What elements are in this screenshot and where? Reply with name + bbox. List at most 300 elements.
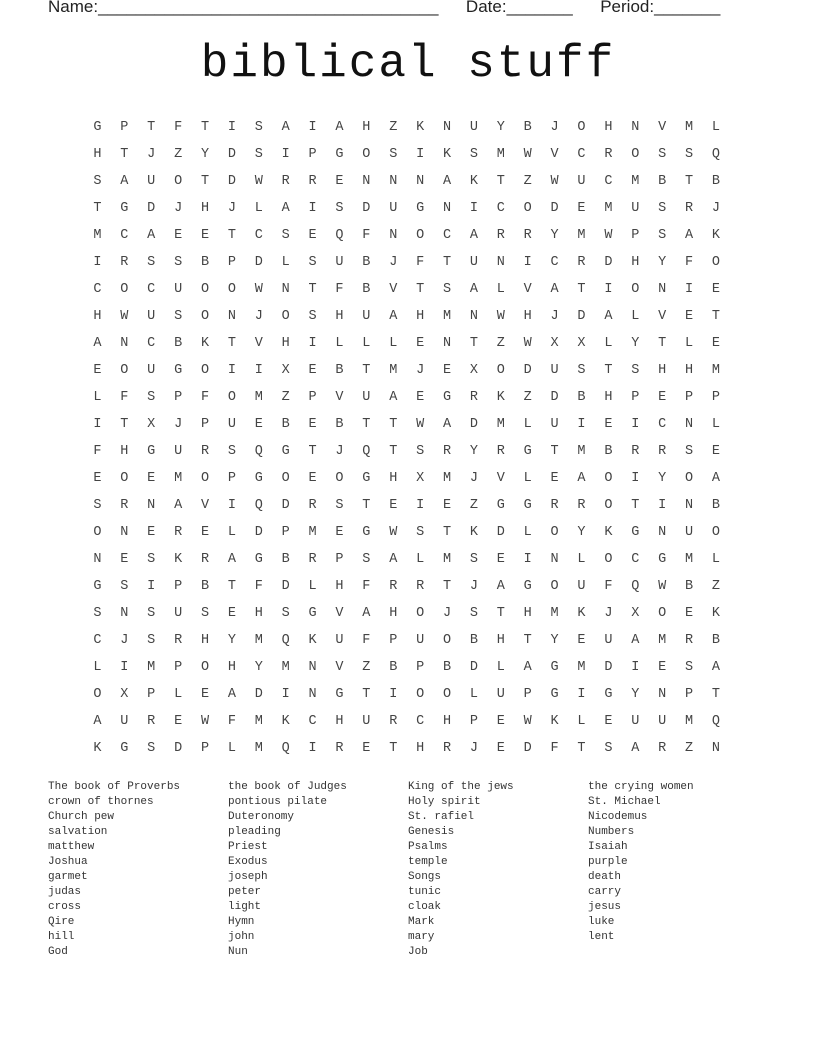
- grid-row: [84, 654, 734, 681]
- grid-letter: O: [362, 147, 371, 162]
- grid-letter: H: [362, 120, 371, 135]
- grid-letter: D: [577, 309, 586, 324]
- grid-letter: C: [577, 147, 586, 162]
- grid-letter: O: [684, 471, 694, 486]
- grid-letter: D: [604, 255, 613, 270]
- grid-letter: O: [227, 282, 236, 297]
- name-line: ____________________________________: [98, 0, 439, 16]
- grid-letter: O: [442, 633, 452, 648]
- word-item: God: [48, 946, 68, 958]
- grid-letter: W: [254, 174, 263, 189]
- grid-letter: T: [550, 444, 559, 459]
- grid-letter: R: [389, 579, 398, 594]
- word-item: cross: [48, 901, 82, 913]
- grid-letter: U: [174, 606, 183, 621]
- grid-letter: S: [174, 309, 183, 324]
- grid-letter: S: [254, 120, 263, 135]
- grid-letter: I: [308, 120, 317, 135]
- grid-letter: I: [523, 255, 532, 270]
- grid-letter: E: [711, 336, 720, 351]
- grid-letter: L: [496, 282, 505, 297]
- grid-letter: N: [120, 336, 129, 351]
- grid-letter: K: [93, 741, 102, 756]
- grid-letter: J: [335, 444, 344, 459]
- grid-letter: P: [335, 552, 344, 567]
- grid-letter: K: [550, 714, 559, 729]
- grid-letter: D: [281, 579, 290, 594]
- grid-letter: B: [281, 552, 290, 567]
- grid-letter: E: [308, 228, 317, 243]
- grid-letter: T: [496, 174, 505, 189]
- word-item: john: [228, 931, 255, 943]
- grid-letter: J: [604, 606, 613, 621]
- grid-letter: U: [416, 633, 425, 648]
- grid-letter: T: [227, 228, 236, 243]
- grid-letter: X: [147, 417, 156, 432]
- grid-letter: M: [711, 363, 720, 378]
- grid-letter: O: [550, 579, 559, 594]
- word-item: light: [228, 901, 262, 913]
- grid-letter: B: [389, 660, 398, 675]
- grid-letter: K: [711, 228, 720, 243]
- grid-letter: E: [658, 390, 667, 405]
- grid-letter: R: [469, 390, 478, 405]
- grid-letter: G: [658, 552, 667, 567]
- grid-letter: A: [362, 606, 371, 621]
- grid-letter: H: [389, 471, 398, 486]
- grid-letter: E: [496, 741, 505, 756]
- grid-letter: F: [362, 633, 371, 648]
- grid-letter: G: [147, 444, 156, 459]
- grid-letter: W: [523, 147, 532, 162]
- grid-letter: U: [631, 201, 640, 216]
- grid-letter: E: [93, 471, 102, 486]
- grid-letter: T: [147, 120, 156, 135]
- grid-letter: O: [120, 363, 129, 378]
- grid-letter: F: [200, 390, 210, 405]
- grid-letter: O: [200, 660, 210, 675]
- grid-letter: U: [174, 282, 183, 297]
- grid-letter: D: [147, 201, 156, 216]
- grid-row: [84, 222, 734, 249]
- grid-letter: S: [469, 606, 478, 621]
- word-item: Job: [408, 946, 428, 958]
- grid-letter: E: [335, 174, 344, 189]
- grid-letter: U: [604, 633, 613, 648]
- grid-letter: C: [631, 552, 640, 567]
- grid-letter: S: [93, 606, 102, 621]
- grid-letter: A: [389, 552, 398, 567]
- grid-letter: H: [389, 606, 398, 621]
- grid-letter: W: [389, 525, 398, 540]
- grid-letter: R: [550, 498, 559, 513]
- grid-letter: H: [442, 714, 452, 729]
- grid-letter: U: [684, 525, 694, 540]
- grid-letter: H: [523, 309, 532, 324]
- grid-letter: R: [577, 498, 586, 513]
- grid-letter: E: [227, 606, 236, 621]
- grid-letter: C: [604, 174, 613, 189]
- grid-letter: Z: [711, 579, 720, 594]
- grid-row: [84, 465, 734, 492]
- header-fields: [48, 0, 720, 17]
- grid-letter: N: [442, 120, 452, 135]
- grid-letter: R: [496, 228, 505, 243]
- grid-letter: W: [523, 336, 532, 351]
- grid-letter: G: [174, 363, 183, 378]
- grid-letter: S: [227, 444, 236, 459]
- grid-letter: I: [577, 687, 586, 702]
- grid-letter: P: [631, 228, 640, 243]
- grid-letter: C: [254, 228, 263, 243]
- grid-letter: I: [308, 741, 317, 756]
- grid-letter: R: [174, 525, 183, 540]
- grid-letter: Y: [200, 147, 210, 162]
- grid-letter: P: [416, 660, 425, 675]
- grid-letter: H: [335, 579, 344, 594]
- grid-letter: H: [254, 606, 263, 621]
- grid-letter: F: [604, 579, 613, 594]
- grid-letter: J: [416, 363, 425, 378]
- grid-letter: A: [93, 714, 102, 729]
- grid-letter: M: [254, 741, 263, 756]
- grid-letter: L: [254, 201, 263, 216]
- grid-letter: W: [604, 228, 613, 243]
- grid-letter: L: [496, 660, 505, 675]
- grid-letter: B: [362, 255, 371, 270]
- grid-row: [84, 276, 734, 303]
- grid-letter: I: [93, 417, 102, 432]
- word-item: the crying women: [588, 781, 694, 793]
- grid-letter: E: [550, 471, 559, 486]
- grid-letter: S: [362, 552, 371, 567]
- word-item: Holy spirit: [408, 796, 481, 808]
- grid-letter: S: [147, 255, 156, 270]
- grid-letter: E: [442, 498, 452, 513]
- grid-letter: M: [254, 633, 263, 648]
- word-item: death: [588, 871, 622, 883]
- grid-letter: O: [120, 471, 129, 486]
- grid-row: [84, 141, 734, 168]
- grid-letter: U: [362, 714, 371, 729]
- grid-letter: I: [93, 255, 102, 270]
- grid-letter: M: [577, 228, 586, 243]
- grid-letter: U: [362, 309, 371, 324]
- grid-letter: O: [200, 363, 210, 378]
- grid-letter: Z: [281, 390, 290, 405]
- grid-letter: M: [684, 120, 694, 135]
- grid-letter: W: [523, 714, 532, 729]
- word-item: Joshua: [48, 856, 88, 868]
- grid-letter: P: [469, 714, 478, 729]
- grid-letter: A: [523, 660, 532, 675]
- grid-letter: G: [362, 471, 371, 486]
- grid-row: [84, 708, 734, 735]
- grid-row: [84, 168, 734, 195]
- grid-letter: M: [174, 471, 183, 486]
- grid-letter: P: [200, 417, 210, 432]
- grid-letter: S: [658, 147, 667, 162]
- grid-letter: Q: [254, 498, 263, 513]
- grid-letter: Y: [631, 336, 640, 351]
- name-label: Name:: [48, 0, 99, 16]
- grid-letter: E: [93, 363, 102, 378]
- word-item: Isaiah: [588, 841, 628, 853]
- grid-letter: V: [658, 309, 667, 324]
- grid-row: [84, 600, 734, 627]
- grid-letter: G: [254, 471, 263, 486]
- grid-letter: F: [362, 228, 371, 243]
- grid-letter: G: [416, 201, 425, 216]
- word-item: Hymn: [228, 916, 255, 928]
- word-item: luke: [588, 916, 615, 928]
- grid-letter: N: [658, 687, 667, 702]
- grid-letter: G: [550, 660, 559, 675]
- grid-letter: L: [335, 336, 344, 351]
- grid-letter: F: [416, 255, 425, 270]
- word-item: purple: [588, 856, 628, 868]
- grid-letter: K: [200, 336, 210, 351]
- grid-letter: R: [523, 228, 532, 243]
- grid-letter: O: [416, 606, 425, 621]
- grid-letter: B: [469, 633, 478, 648]
- grid-letter: B: [711, 174, 720, 189]
- grid-letter: B: [200, 579, 210, 594]
- grid-letter: B: [658, 174, 667, 189]
- grid-letter: M: [442, 309, 452, 324]
- grid-letter: A: [389, 309, 398, 324]
- grid-letter: Y: [658, 255, 667, 270]
- grid-letter: A: [281, 120, 290, 135]
- grid-letter: S: [308, 255, 317, 270]
- grid-letter: K: [281, 714, 290, 729]
- grid-letter: U: [174, 444, 183, 459]
- grid-letter: H: [281, 336, 290, 351]
- grid-letter: W: [200, 714, 210, 729]
- grid-letter: Y: [496, 120, 505, 135]
- grid-letter: E: [147, 471, 156, 486]
- grid-letter: G: [523, 498, 532, 513]
- word-item: The book of Proverbs: [48, 781, 181, 793]
- grid-letter: X: [550, 336, 559, 351]
- grid-letter: K: [577, 606, 586, 621]
- grid-letter: R: [684, 201, 694, 216]
- grid-letter: G: [631, 525, 640, 540]
- grid-letter: W: [120, 309, 129, 324]
- word-item: judas: [48, 886, 82, 898]
- grid-letter: N: [658, 525, 667, 540]
- grid-letter: I: [631, 471, 640, 486]
- grid-letter: S: [335, 201, 344, 216]
- grid-letter: S: [281, 606, 290, 621]
- grid-row: [84, 357, 734, 384]
- grid-letter: D: [469, 660, 478, 675]
- grid-letter: Q: [281, 741, 290, 756]
- grid-row: [84, 573, 734, 600]
- grid-letter: P: [684, 687, 694, 702]
- grid-letter: M: [577, 444, 586, 459]
- grid-letter: N: [120, 525, 129, 540]
- grid-row: [84, 438, 734, 465]
- grid-letter: C: [93, 633, 102, 648]
- word-column: [48, 780, 228, 960]
- grid-letter: T: [389, 444, 398, 459]
- grid-letter: C: [93, 282, 102, 297]
- grid-letter: Z: [496, 336, 505, 351]
- word-item: carry: [588, 886, 622, 898]
- grid-letter: H: [416, 309, 425, 324]
- grid-letter: I: [416, 147, 425, 162]
- grid-letter: K: [416, 120, 425, 135]
- grid-letter: R: [684, 633, 694, 648]
- grid-letter: F: [684, 255, 694, 270]
- grid-letter: O: [281, 471, 290, 486]
- grid-letter: V: [335, 660, 344, 675]
- grid-letter: G: [335, 147, 344, 162]
- grid-letter: S: [577, 363, 586, 378]
- grid-letter: Y: [227, 633, 236, 648]
- grid-row: [84, 249, 734, 276]
- grid-letter: N: [362, 174, 371, 189]
- grid-row: [84, 681, 734, 708]
- grid-letter: P: [308, 147, 317, 162]
- grid-letter: B: [335, 417, 344, 432]
- grid-letter: B: [577, 390, 586, 405]
- grid-letter: A: [604, 309, 613, 324]
- grid-letter: G: [604, 687, 613, 702]
- grid-letter: I: [227, 363, 236, 378]
- grid-letter: B: [442, 660, 452, 675]
- grid-letter: T: [577, 741, 586, 756]
- grid-letter: E: [200, 687, 210, 702]
- grid-letter: N: [442, 201, 452, 216]
- word-list: [48, 780, 768, 960]
- grid-letter: U: [550, 363, 559, 378]
- grid-letter: R: [147, 714, 156, 729]
- grid-letter: A: [711, 471, 720, 486]
- grid-letter: U: [147, 309, 156, 324]
- grid-letter: O: [200, 309, 210, 324]
- grid-letter: L: [631, 309, 640, 324]
- grid-letter: E: [254, 417, 263, 432]
- grid-letter: I: [631, 660, 640, 675]
- grid-letter: M: [496, 417, 505, 432]
- grid-letter: F: [120, 390, 129, 405]
- grid-letter: S: [684, 444, 694, 459]
- word-item: Mark: [408, 916, 435, 928]
- grid-letter: N: [120, 606, 129, 621]
- grid-letter: C: [147, 282, 156, 297]
- grid-letter: A: [174, 498, 183, 513]
- word-item: Duteronomy: [228, 811, 295, 823]
- grid-letter: A: [147, 228, 156, 243]
- grid-letter: W: [254, 282, 263, 297]
- grid-letter: D: [362, 201, 371, 216]
- grid-letter: Q: [362, 444, 371, 459]
- grid-letter: B: [362, 282, 371, 297]
- grid-letter: S: [308, 309, 317, 324]
- grid-letter: F: [227, 714, 236, 729]
- grid-letter: V: [335, 390, 344, 405]
- grid-letter: D: [281, 498, 290, 513]
- grid-letter: P: [174, 579, 183, 594]
- grid-letter: E: [496, 552, 505, 567]
- grid-letter: J: [174, 201, 183, 216]
- grid-row: [84, 384, 734, 411]
- grid-letter: G: [335, 687, 344, 702]
- grid-letter: I: [684, 282, 694, 297]
- grid-letter: J: [389, 255, 398, 270]
- grid-letter: S: [147, 552, 156, 567]
- grid-letter: A: [550, 282, 559, 297]
- grid-letter: O: [416, 687, 425, 702]
- grid-letter: R: [389, 714, 398, 729]
- grid-letter: T: [120, 417, 129, 432]
- grid-letter: I: [658, 498, 667, 513]
- grid-letter: J: [227, 201, 236, 216]
- grid-letter: B: [684, 579, 694, 594]
- grid-letter: S: [658, 201, 667, 216]
- grid-letter: T: [200, 174, 210, 189]
- grid-letter: G: [523, 579, 532, 594]
- grid-letter: S: [631, 363, 640, 378]
- grid-letter: O: [200, 282, 210, 297]
- grid-letter: N: [469, 309, 478, 324]
- grid-letter: O: [523, 201, 532, 216]
- grid-letter: V: [523, 282, 532, 297]
- grid-letter: S: [469, 147, 478, 162]
- grid-letter: X: [281, 363, 290, 378]
- grid-letter: S: [147, 606, 156, 621]
- grid-letter: Y: [550, 228, 559, 243]
- grid-letter: E: [684, 309, 694, 324]
- grid-letter: R: [442, 444, 452, 459]
- grid-letter: R: [658, 741, 667, 756]
- grid-letter: M: [658, 633, 667, 648]
- grid-letter: G: [523, 444, 532, 459]
- grid-letter: C: [496, 201, 505, 216]
- grid-letter: F: [254, 579, 263, 594]
- grid-letter: N: [711, 741, 720, 756]
- grid-letter: S: [93, 174, 102, 189]
- grid-letter: U: [147, 363, 156, 378]
- grid-letter: I: [523, 552, 532, 567]
- grid-letter: D: [496, 525, 505, 540]
- grid-letter: T: [362, 498, 371, 513]
- grid-letter: P: [631, 390, 640, 405]
- date-label: Date:: [465, 0, 507, 16]
- grid-letter: T: [416, 282, 425, 297]
- grid-letter: L: [604, 336, 613, 351]
- grid-letter: R: [496, 444, 505, 459]
- grid-letter: W: [416, 417, 425, 432]
- grid-letter: Q: [711, 714, 720, 729]
- grid-letter: A: [496, 579, 505, 594]
- grid-letter: D: [604, 660, 613, 675]
- grid-letter: P: [523, 687, 532, 702]
- grid-letter: E: [416, 336, 425, 351]
- word-column: [588, 780, 768, 960]
- grid-letter: A: [120, 174, 129, 189]
- grid-letter: B: [711, 498, 720, 513]
- grid-letter: J: [147, 147, 156, 162]
- grid-letter: G: [93, 120, 102, 135]
- grid-letter: E: [577, 201, 586, 216]
- grid-letter: E: [684, 606, 694, 621]
- grid-letter: G: [120, 201, 129, 216]
- grid-letter: E: [496, 714, 505, 729]
- grid-letter: S: [147, 390, 156, 405]
